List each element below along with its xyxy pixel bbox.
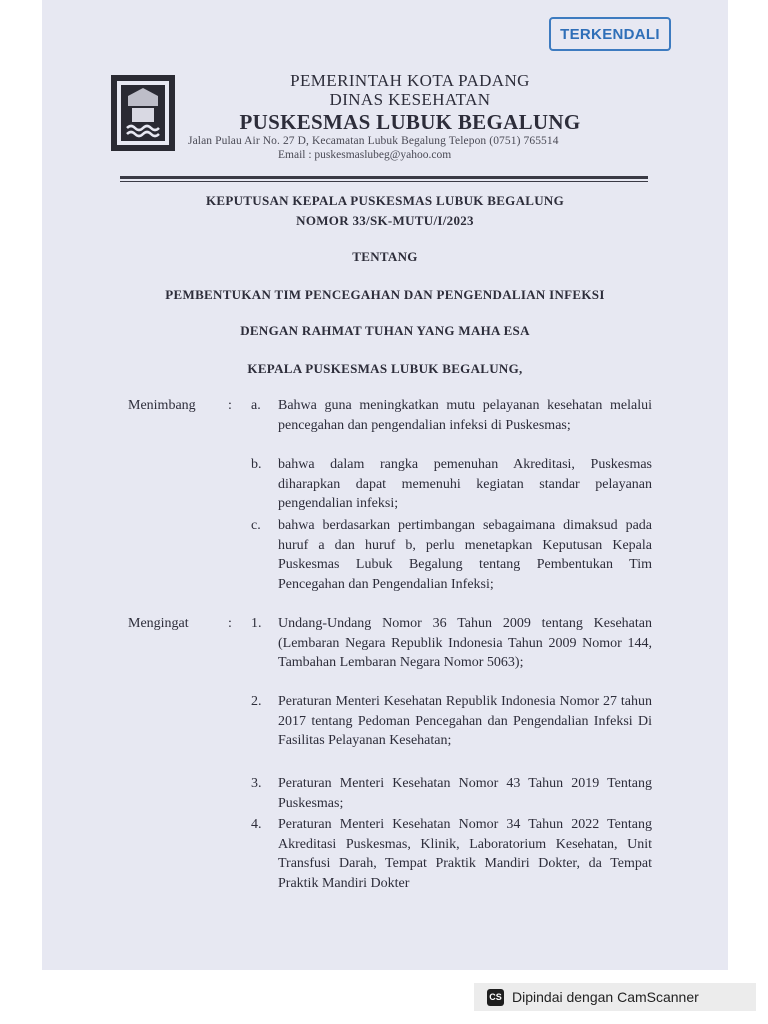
menimbang-marker-c: c.: [251, 518, 261, 533]
camscanner-icon: CS: [487, 989, 504, 1006]
menimbang-item-c: bahwa berdasarkan pertimbangan sebagaimana dimaksud pada huruf a dan huruf b, perlu menetapkan Keputusan Kepala Puskesmas Lubuk Begalung tentang Pembentukan Tim Pencegahan dan Pengendalian Infeksi;: [278, 518, 652, 592]
menimbang-item-a: Bahwa guna meningkatkan mutu pelayanan kesehatan melalui pencegahan dan pengendalian infeksi di Puskesmas;: [278, 398, 652, 433]
about-heading: TENTANG: [352, 249, 418, 264]
letterhead-rule-thin: [120, 181, 648, 182]
padang-city-emblem-icon: [110, 74, 176, 152]
mengingat-marker-1: 1.: [251, 616, 262, 631]
menimbang-colon: :: [228, 398, 232, 413]
mengingat-item-1: Undang-Undang Nomor 36 Tahun 2009 tentang Kesehatan (Lembaran Negara Republik Indonesia Tahun 2009 Nomor 144, Tambahan Lembaran Negara Nomor 5063);: [278, 616, 652, 671]
mengingat-marker-2: 2.: [251, 694, 262, 709]
mengingat-marker-4: 4.: [251, 817, 262, 832]
mengingat-colon: :: [228, 616, 232, 631]
menimbang-marker-b: b.: [251, 457, 262, 472]
decree-title: KEPUTUSAN KEPALA PUSKESMAS LUBUK BEGALUNG: [205, 193, 565, 208]
address: Jalan Pulau Air No. 27 D, Kecamatan Lubuk Begalung Telepon (0751) 765514: [188, 135, 559, 147]
menimbang-item-b: bahwa dalam rangka pemenuhan Akreditasi, Puskesmas diharapkan dapat memenuhi kegiatan standar pelayanan pengendalian infeksi;: [278, 457, 652, 512]
head-title: KEPALA PUSKESMAS LUBUK BEGALUNG,: [247, 361, 523, 376]
mengingat-item-3: Peraturan Menteri Kesehatan Nomor 43 Tahun 2019 Tentang Puskesmas;: [278, 776, 652, 811]
camscanner-text: Dipindai dengan CamScanner: [512, 989, 699, 1005]
department-name: DINAS KESEHATAN: [329, 90, 491, 109]
mengingat-marker-3: 3.: [251, 776, 262, 791]
puskesmas-name: PUSKESMAS LUBUK BEGALUNG: [239, 110, 581, 134]
government-name: PEMERINTAH KOTA PADANG: [290, 71, 530, 90]
decree-subject: PEMBENTUKAN TIM PENCEGAHAN DAN PENGENDALIAN INFEKSI: [165, 287, 605, 302]
letterhead-rule-thick: [120, 176, 648, 179]
mengingat-item-4: Peraturan Menteri Kesehatan Nomor 34 Tahun 2022 Tentang Akreditasi Puskesmas, Klinik, Laboratorium Kesehatan, Unit Transfusi Darah, Tempat Praktik Mandiri Dokter, da Tempat Praktik Mandiri Dokter: [278, 817, 652, 891]
controlled-stamp: TERKENDALI: [549, 17, 671, 51]
menimbang-label: Menimbang: [128, 398, 196, 413]
mengingat-item-2: Peraturan Menteri Kesehatan Republik Indonesia Nomor 27 tahun 2017 tentang Pedoman Pencegahan dan Pengendalian Infeksi Di Fasilitas Pelayanan Kesehatan;: [278, 694, 652, 749]
email: Email : puskesmaslubeg@yahoo.com: [278, 149, 452, 161]
menimbang-marker-a: a.: [251, 398, 261, 413]
camscanner-watermark: [474, 983, 756, 1011]
mengingat-label: Mengingat: [128, 616, 189, 631]
grace-statement: DENGAN RAHMAT TUHAN YANG MAHA ESA: [240, 323, 530, 338]
decree-number: NOMOR 33/SK-MUTU/I/2023: [296, 213, 474, 228]
